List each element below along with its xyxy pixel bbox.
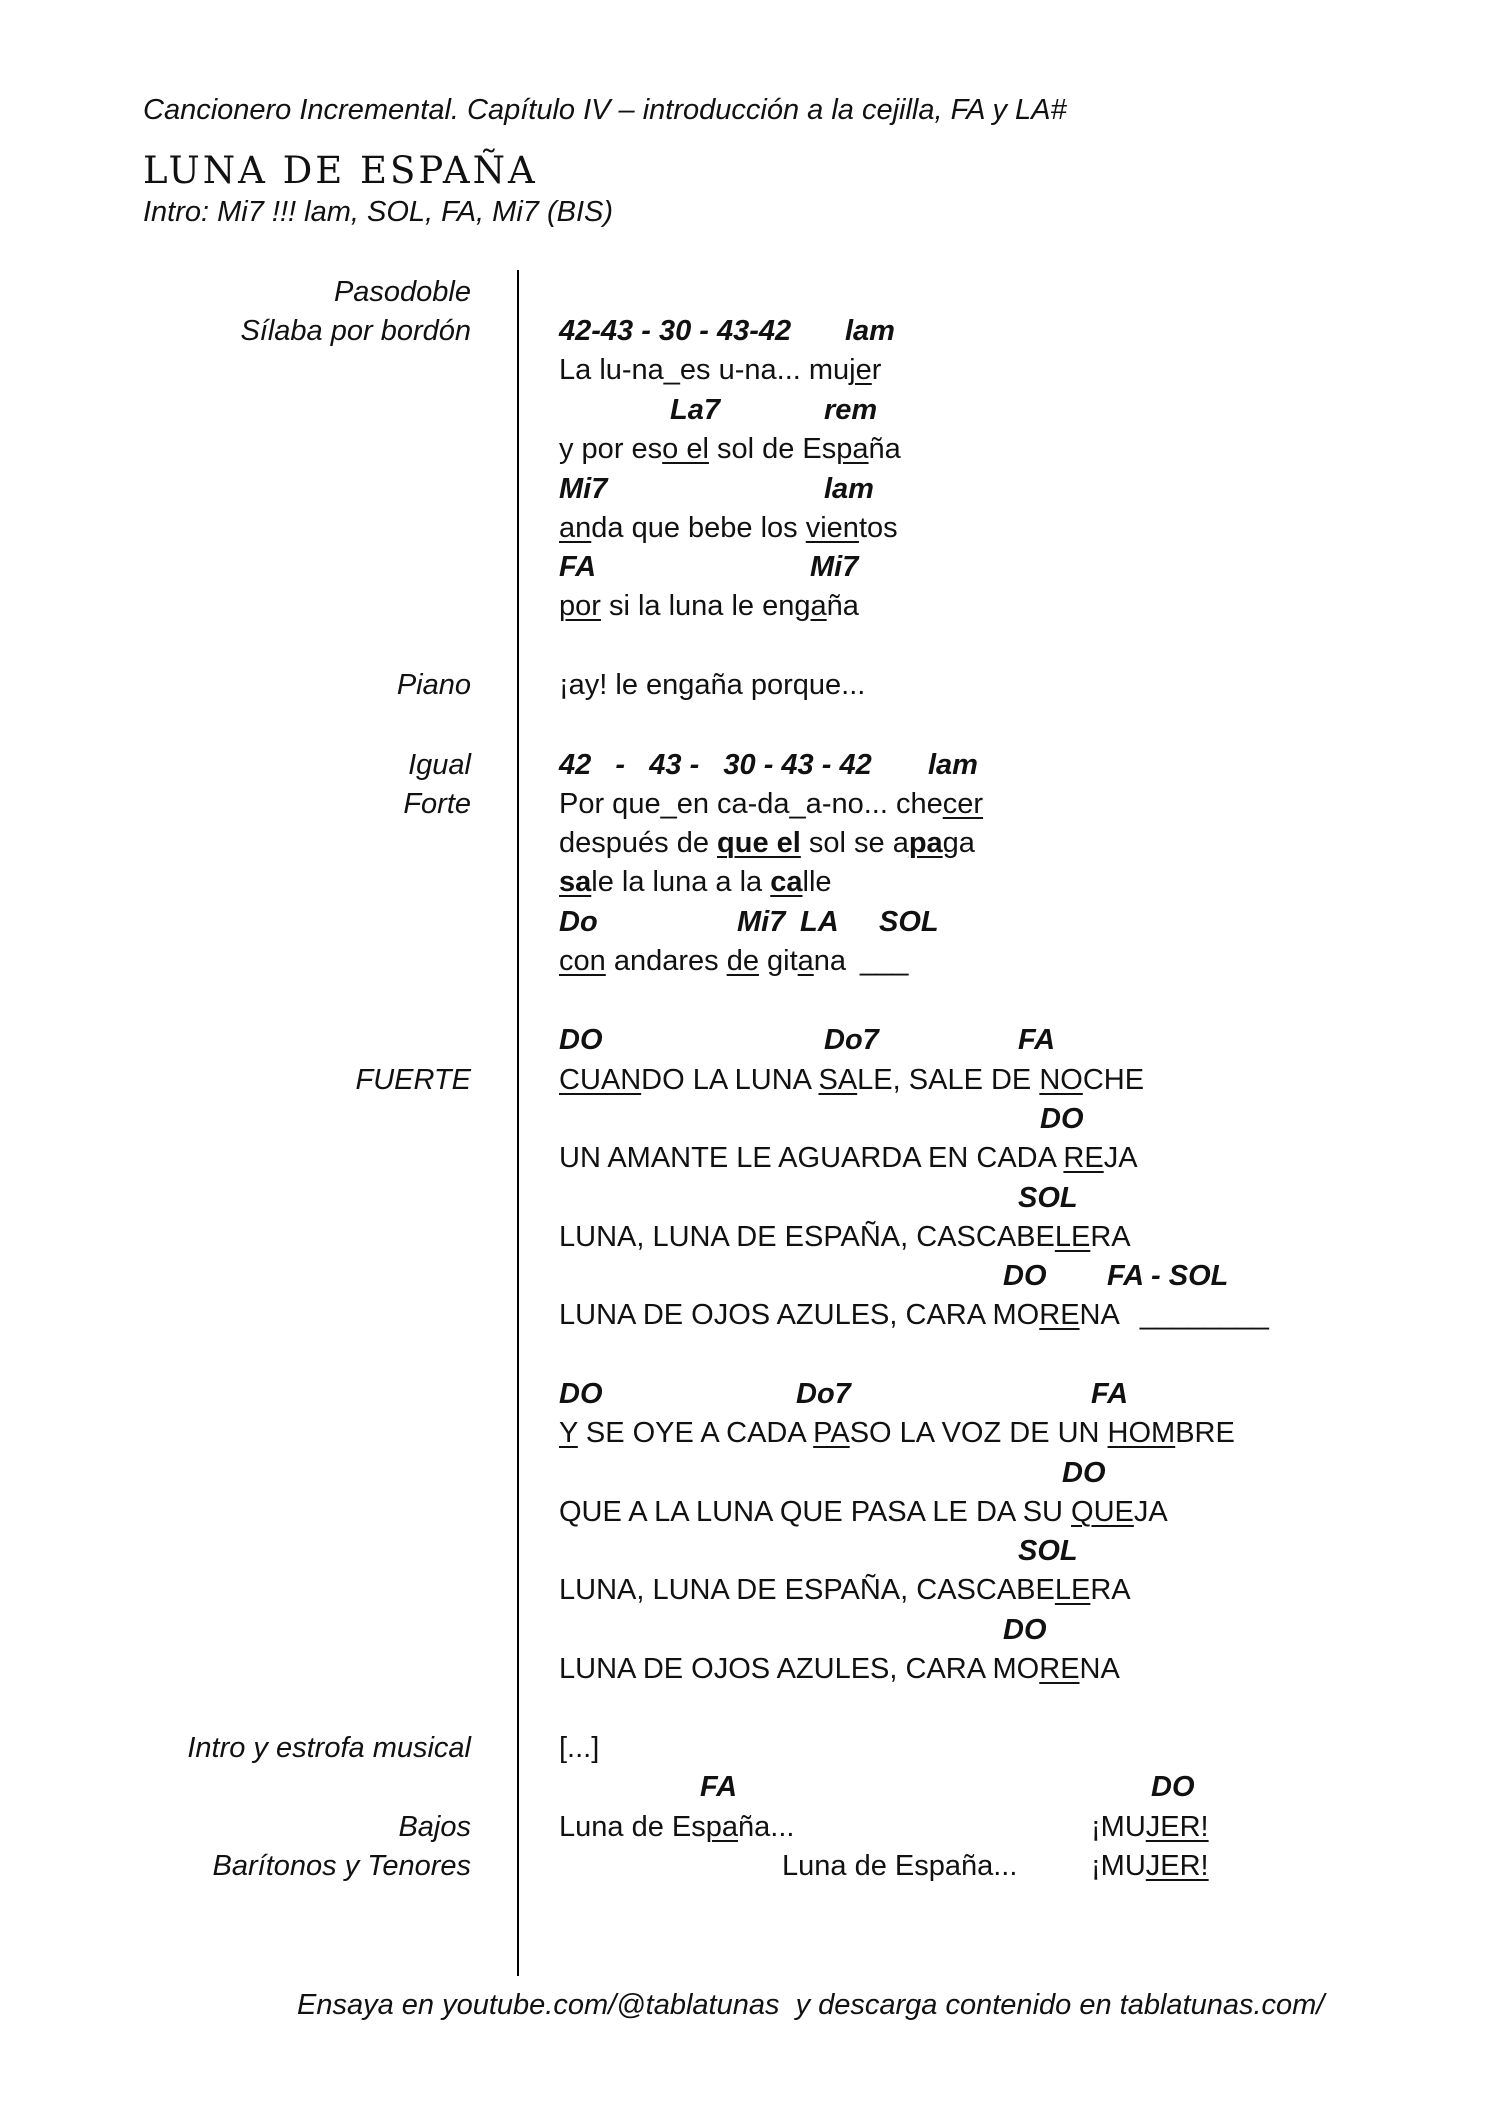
intro-chords: Intro: Mi7 !!! lam, SOL, FA, Mi7 (BIS) [143,196,614,228]
chord: Mi7 [810,551,859,583]
lyric-line: después de que el sol se apaga [559,827,975,859]
label-intro-estrofa: Intro y estrofa musical [187,1732,471,1764]
chord: Mi7 [737,906,786,938]
chord: LA [800,906,839,938]
chord: SOL [1018,1182,1078,1214]
lyric-line: QUE A LA LUNA QUE PASA LE DA SU QUEJA [559,1496,1168,1528]
lyric-line: con andares de gitana ___ [559,945,909,977]
lyric-line: LUNA, LUNA DE ESPAÑA, CASCABELERA [559,1574,1131,1606]
chord: Mi7 [559,473,608,505]
label-baritonos: Barítonos y Tenores [212,1850,471,1882]
chord: SOL [879,906,939,938]
lyric-line: por si la luna le engaña [559,590,859,622]
chord: DO [1003,1260,1047,1292]
label-fuerte: FUERTE [355,1064,471,1096]
label-pasodoble: Pasodoble [333,276,471,308]
chord: FA [559,551,597,583]
label-piano: Piano [396,669,471,701]
chord: DO [559,1024,603,1056]
lyric-line: [...] [559,1732,600,1764]
label-silaba: Sílaba por bordón [240,315,471,347]
column-divider [517,270,519,1976]
chord-line: 42-43 - 30 - 43-42 [559,315,792,347]
chord: Do7 [824,1024,879,1056]
lyric-line: Por que_en ca-da_a-no... checer [559,788,984,820]
chord: rem [824,394,878,426]
lyric-line: Y SE OYE A CADA PASO LA VOZ DE UN HOMBRE [559,1417,1235,1449]
chapter-subtitle: Cancionero Incremental. Capítulo IV – introducción a la cejilla, FA y LA# [143,94,1067,126]
chord: DO [1062,1457,1106,1489]
lyric-line: ¡MUJER! [1091,1811,1209,1843]
lyric-line: ¡ay! le engaña porque... [559,669,866,701]
lyric-line: y por eso el sol de España [559,433,901,465]
chord: lam [845,315,895,347]
chord: Do [559,906,598,938]
lyric-line: LUNA, LUNA DE ESPAÑA, CASCABELERA [559,1221,1131,1253]
lyric-line: Luna de España... [559,1811,795,1843]
chord: Do7 [796,1378,851,1410]
lyric-line: La lu-na_es u-na... mujer [559,354,882,386]
chord: DO [1003,1614,1047,1646]
chord: lam [824,473,874,505]
lyric-line: LUNA DE OJOS AZULES, CARA MORENA [559,1653,1120,1685]
label-igual: Igual [408,749,471,781]
chord: DO [559,1378,603,1410]
lyric-line: Luna de España... [782,1850,1018,1882]
chord: DO [1151,1771,1195,1803]
lyric-line: UN AMANTE LE AGUARDA EN CADA REJA [559,1142,1138,1174]
chord: SOL [1018,1535,1078,1567]
lyric-line: CUANDO LA LUNA SALE, SALE DE NOCHE [559,1064,1145,1096]
chord: DO [1040,1103,1084,1135]
song-title: LUNA DE ESPAÑA [143,149,538,192]
lyric-line: sale la luna a la calle [559,866,832,898]
chord: FA [1018,1024,1056,1056]
chord: FA [1091,1378,1129,1410]
label-bajos: Bajos [398,1811,471,1843]
lyric-line: LUNA DE OJOS AZULES, CARA MORENA ________ [559,1299,1269,1331]
chord: FA [700,1771,738,1803]
footer-note: Ensaya en youtube.com/@tablatunas y descarga contenido en tablatunas.com/ [297,1989,1325,2021]
lyric-line: anda que bebe los vientos [559,512,898,544]
chord: La7 [670,394,720,426]
chord: lam [928,749,978,781]
chord-line: 42 - 43 - 30 - 43 - 42 [559,749,872,781]
chord: FA - SOL [1107,1260,1229,1292]
label-forte: Forte [403,788,471,820]
lyric-line: ¡MUJER! [1091,1850,1209,1882]
